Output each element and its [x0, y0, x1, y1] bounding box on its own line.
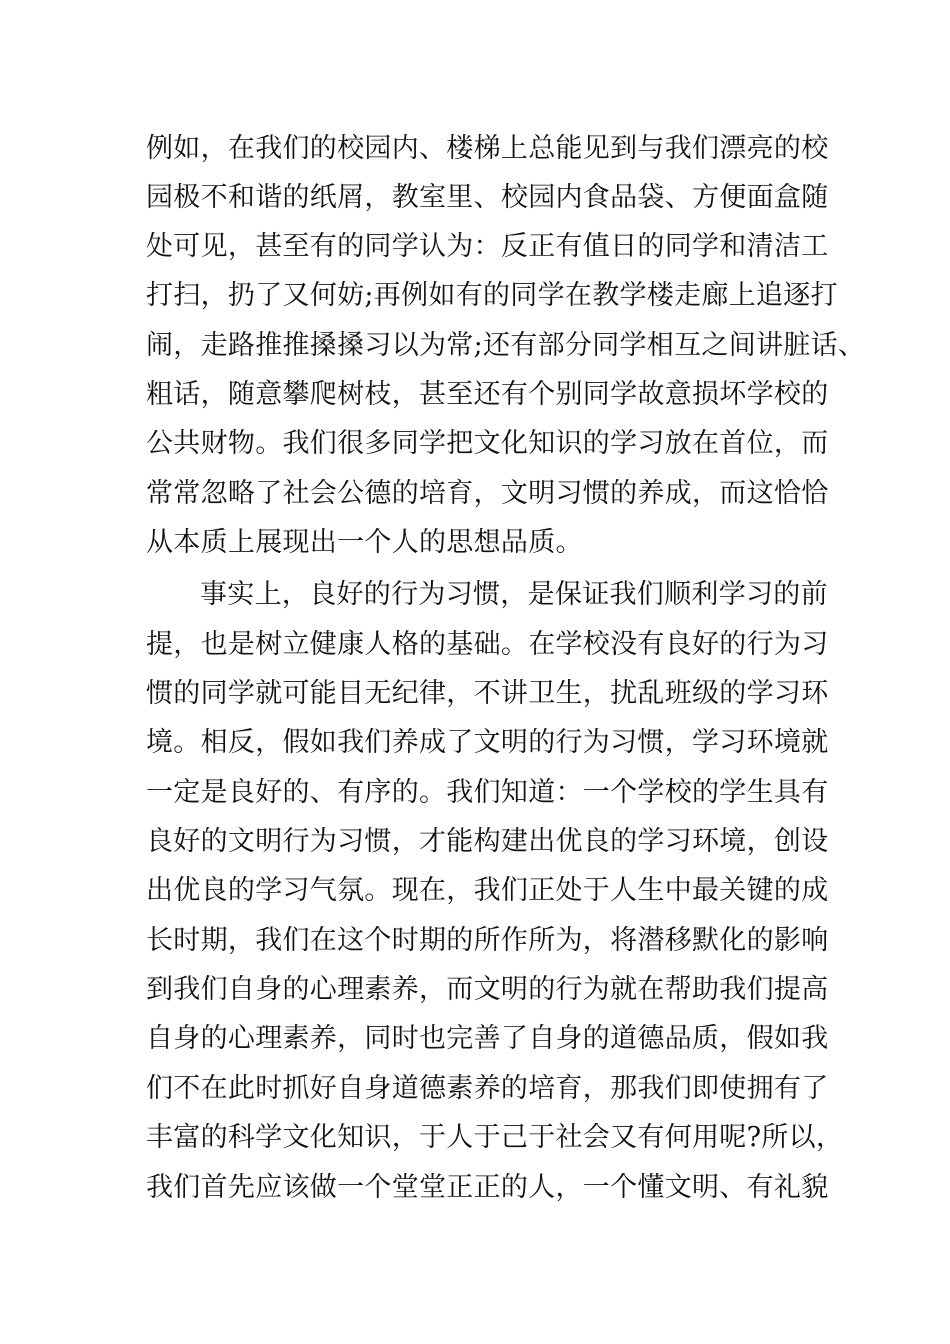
paragraph-2-line-3: 惯的同学就可能目无纪律，不讲卫生，扰乱班级的学习环	[146, 678, 829, 709]
paragraph-2-line-9: 到我们自身的心理素养，而文明的行为就在帮助我们提高	[146, 974, 829, 1005]
paragraph-2-line-6: 良好的文明行为习惯，才能构建出优良的学习环境，创设	[146, 826, 829, 857]
paragraph-2-line-8: 长时期，我们在这个时期的所作所为，将潜移默化的影响	[146, 925, 829, 956]
paragraph-2-line-1: 事实上，良好的行为习惯，是保证我们顺利学习的前	[200, 579, 828, 610]
paragraph-2-line-11: 们不在此时抓好自身道德素养的培育，那我们即使拥有了	[146, 1073, 829, 1104]
paragraph-2-line-7: 出优良的学习气氛。现在，我们正处于人生中最关键的成	[146, 875, 829, 906]
paragraph-1-line-9: 从本质上展现出一个人的思想品质。	[146, 527, 583, 558]
paragraph-1-line-8: 常常忽略了社会公德的培育，文明习惯的养成，而这恰恰	[146, 478, 829, 509]
paragraph-1-line-5: 闹，走路推推搡搡习以为常;还有部分同学相互之间讲脏话、	[146, 330, 866, 361]
paragraph-1-line-6: 粗话，随意攀爬树枝，甚至还有个别同学故意损坏学校的	[146, 379, 829, 410]
paragraph-1-line-4: 打扫，扔了又何妨;再例如有的同学在教学楼走廊上追逐打	[146, 280, 838, 311]
paragraph-2-line-13: 我们首先应该做一个堂堂正正的人，一个懂文明、有礼貌	[146, 1172, 829, 1203]
paragraph-2-line-10: 自身的心理素养，同时也完善了自身的道德品质，假如我	[146, 1023, 829, 1054]
paragraph-1-line-1: 例如，在我们的校园内、楼梯上总能见到与我们漂亮的校	[146, 133, 829, 164]
paragraph-2-line-5: 一定是良好的、有序的。我们知道：一个学校的学生具有	[146, 777, 829, 808]
paragraph-1-line-2: 园极不和谐的纸屑，教室里、校园内食品袋、方便面盒随	[146, 182, 829, 213]
paragraph-2-line-4: 境。相反，假如我们养成了文明的行为习惯，学习环境就	[146, 727, 829, 758]
paragraph-2-line-12: 丰富的科学文化知识，于人于己于社会又有何用呢?所以，	[146, 1122, 844, 1153]
paragraph-1-line-3: 处可见，甚至有的同学认为：反正有值日的同学和清洁工	[146, 231, 829, 262]
paragraph-1-line-7: 公共财物。我们很多同学把文化知识的学习放在首位，而	[146, 428, 829, 459]
paragraph-2-line-2: 提，也是树立健康人格的基础。在学校没有良好的行为习	[146, 629, 829, 660]
